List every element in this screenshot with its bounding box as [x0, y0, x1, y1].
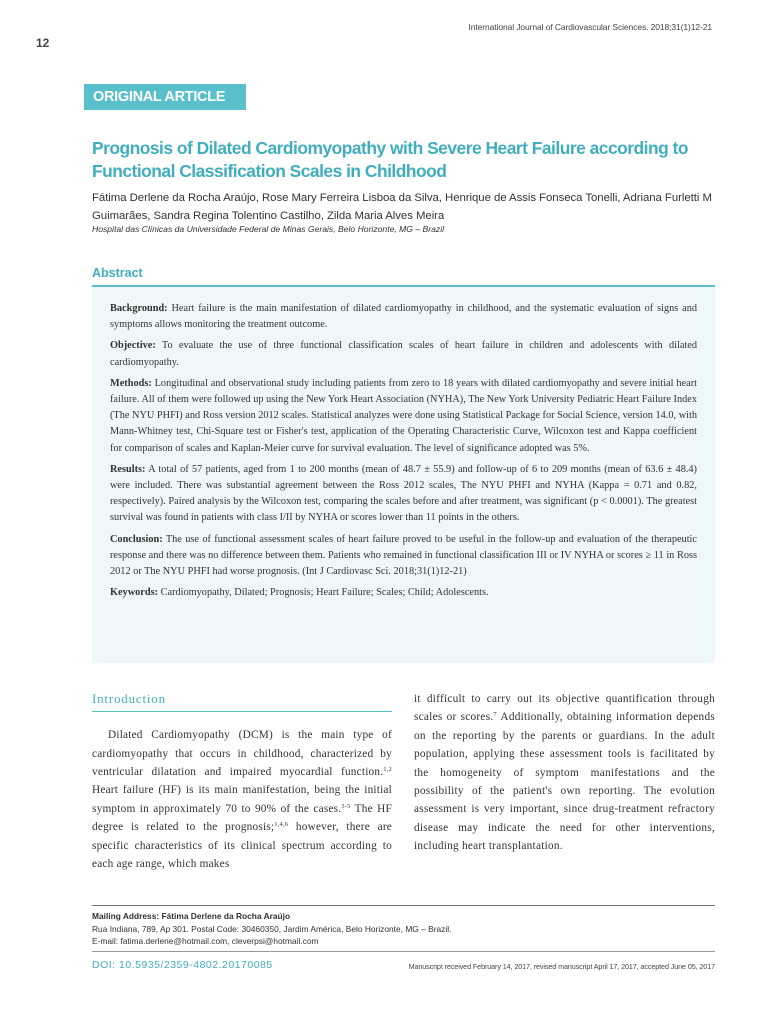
abstract-results — [110, 462, 697, 527]
abstract-conclusion — [110, 532, 697, 581]
intro-text: Additionally, obtaining information depends on the reporting by the parents or guardians. In the adult population, applying these assessment tools is facilitated by the homogeneity of symptom manifestations and the possibility of the patient's own reporting. The evolution assessment is very important, since drug-treatment refractory disease may indicate the need for other interventions, including heart transplantation. — [414, 711, 715, 853]
citation: 1,4,6 — [274, 821, 289, 829]
introduction-left-column — [92, 690, 392, 873]
methods-label: Methods: — [110, 377, 152, 389]
background-text: Heart failure is the main manifestation of dilated cardiomyopathy in childhood, and the systematic evaluation of signs and symptoms allows monitoring the treatment outcome. — [110, 303, 698, 331]
introduction-paragraph — [92, 726, 392, 873]
article-type-banner: ORIGINAL ARTICLE — [84, 84, 246, 110]
citation: 1,2 — [383, 766, 392, 773]
mailing-street: Rua Indiana, 789, Ap 301. Postal Code: 30460350, Jardim América, Belo Horizonte, MG – Brazil. — [92, 923, 452, 934]
intro-text: however, there are specific characteristics of its clinical spectrum according to each age range, which makes — [92, 821, 393, 871]
conclusion-text: The use of functional assessment scales of heart failure proved to be useful in the follow-up and evaluation of the therapeutic response and there was no difference between them. Patients who remained in functional classification III or IV NYHA or scores ≥ 11 in Ross 2012 or The NYU PHFI had worse prognosis. (Int J Cardiovasc Sci. 2018;31(1)12-21) — [110, 533, 697, 578]
introduction-divider — [92, 711, 392, 712]
results-text: A total of 57 patients, aged from 1 to 200 months (mean of 48.7 ± 55.9) and follow-up of 6 to 209 months (mean of 63.6 ± 48.4) were included. There was substantial agreement between the Ross 2012 scales, The NYU PHFI and NYHA (Kappa = 0.71 and 0.82, respectively). Paired analysis by the Wilcoxon test, comparing the scales before and after treatment, was significant (p < 0.0001). The greatest survival was found in patients with class I/II by NYHA or scores lower than 11 points in the others. — [110, 463, 697, 524]
results-label: Results: — [110, 463, 146, 475]
intro-text: Dilated Cardiomyopathy (DCM) is the main type of cardiomyopathy that occurs in childhood, characterized by ventricular dilatation and impaired myocardial function. — [92, 729, 392, 778]
introduction-right-column — [414, 690, 715, 856]
citation: 3-5 — [341, 802, 351, 810]
introduction-paragraph-continued — [414, 690, 715, 856]
citation: 7 — [493, 711, 497, 719]
objective-text: To evaluate the use of three functional classification scales of heart failure in children and adolescents with dilated cardiomyopathy. — [110, 340, 697, 368]
abstract-heading: Abstract — [92, 266, 143, 280]
intro-text: it difficult to carry out its objective quantification through scales or scores. — [414, 693, 715, 724]
doi: DOI: 10.5935/2359-4802.20170085 — [92, 959, 273, 971]
journal-reference: International Journal of Cardiovascular Sciences. 2018;31(1)12-21 — [468, 22, 712, 32]
abstract-methods — [110, 376, 697, 457]
mailing-address — [92, 910, 715, 948]
conclusion-label: Conclusion: — [110, 533, 163, 545]
keywords-label: Keywords: — [110, 587, 159, 599]
abstract-background — [110, 301, 697, 333]
introduction-heading: Introduction — [92, 691, 166, 706]
page-number: 12 — [36, 36, 50, 50]
mailing-label: Mailing Address: Fátima Derlene da Rocha Araújo — [92, 911, 291, 921]
mailing-divider — [92, 905, 715, 906]
keywords-text: Cardiomyopathy, Dilated; Prognosis; Heart Failure; Scales; Child; Adolescents. — [160, 587, 489, 599]
objective-label: Objective: — [110, 340, 156, 352]
affiliation: Hospital das Clínicas da Universidade Federal de Minas Gerais, Belo Horizonte, MG – Brazil — [92, 224, 445, 234]
abstract-keywords — [110, 585, 697, 601]
footer-divider — [92, 951, 715, 952]
intro-text: The HF degree is related to the prognosis; — [92, 802, 392, 834]
abstract-objective — [110, 338, 697, 370]
methods-text: Longitudinal and observational study including patients from zero to 18 years with dilated cardiomyopathy and severe initial heart failure. All of them were followed up using the New York Heart Association (NYHA), The New York University Pediatric Heart Failure Index (The NYU PHFI) and Ross version 2012 scales. Statistical analyzes were done using Statistical Package for Social Science, version 14.0, with Mann-Whitney test, Chi-Square test or Fisher's test, application of the Operating Characteristic Curve, Wilcoxon test and Kappa coefficient for comparison of scales and Kaplan-Meier curve for survival evaluation. The level of significance adopted was 5%. — [110, 377, 697, 454]
manuscript-dates: Manuscript received February 14, 2017, revised manuscript April 17, 2017, accepted June 05, 2017 — [408, 962, 715, 971]
article-title: Prognosis of Dilated Cardiomyopathy with Severe Heart Failure according to Functional Classification Scales in Childhood — [92, 138, 688, 181]
abstract-box — [92, 287, 715, 663]
background-label: Background: — [110, 303, 168, 314]
author-list: Fátima Derlene da Rocha Araújo, Rose Mary Ferreira Lisboa da Silva, Henrique de Assis Fonseca Tonelli, Adriana Furletti M Guimarães, Sandra Regina Tolentino Castilho, Zilda Maria Alves Meira — [92, 192, 712, 222]
intro-text: Heart failure (HF) is its main manifestation, being the initial symptom in approximately 70 to 90% of the cases. — [92, 784, 392, 815]
mailing-email: E-mail: fatima.derlene@hotmail.com, cleverpsi@hotmail.com — [92, 936, 319, 947]
